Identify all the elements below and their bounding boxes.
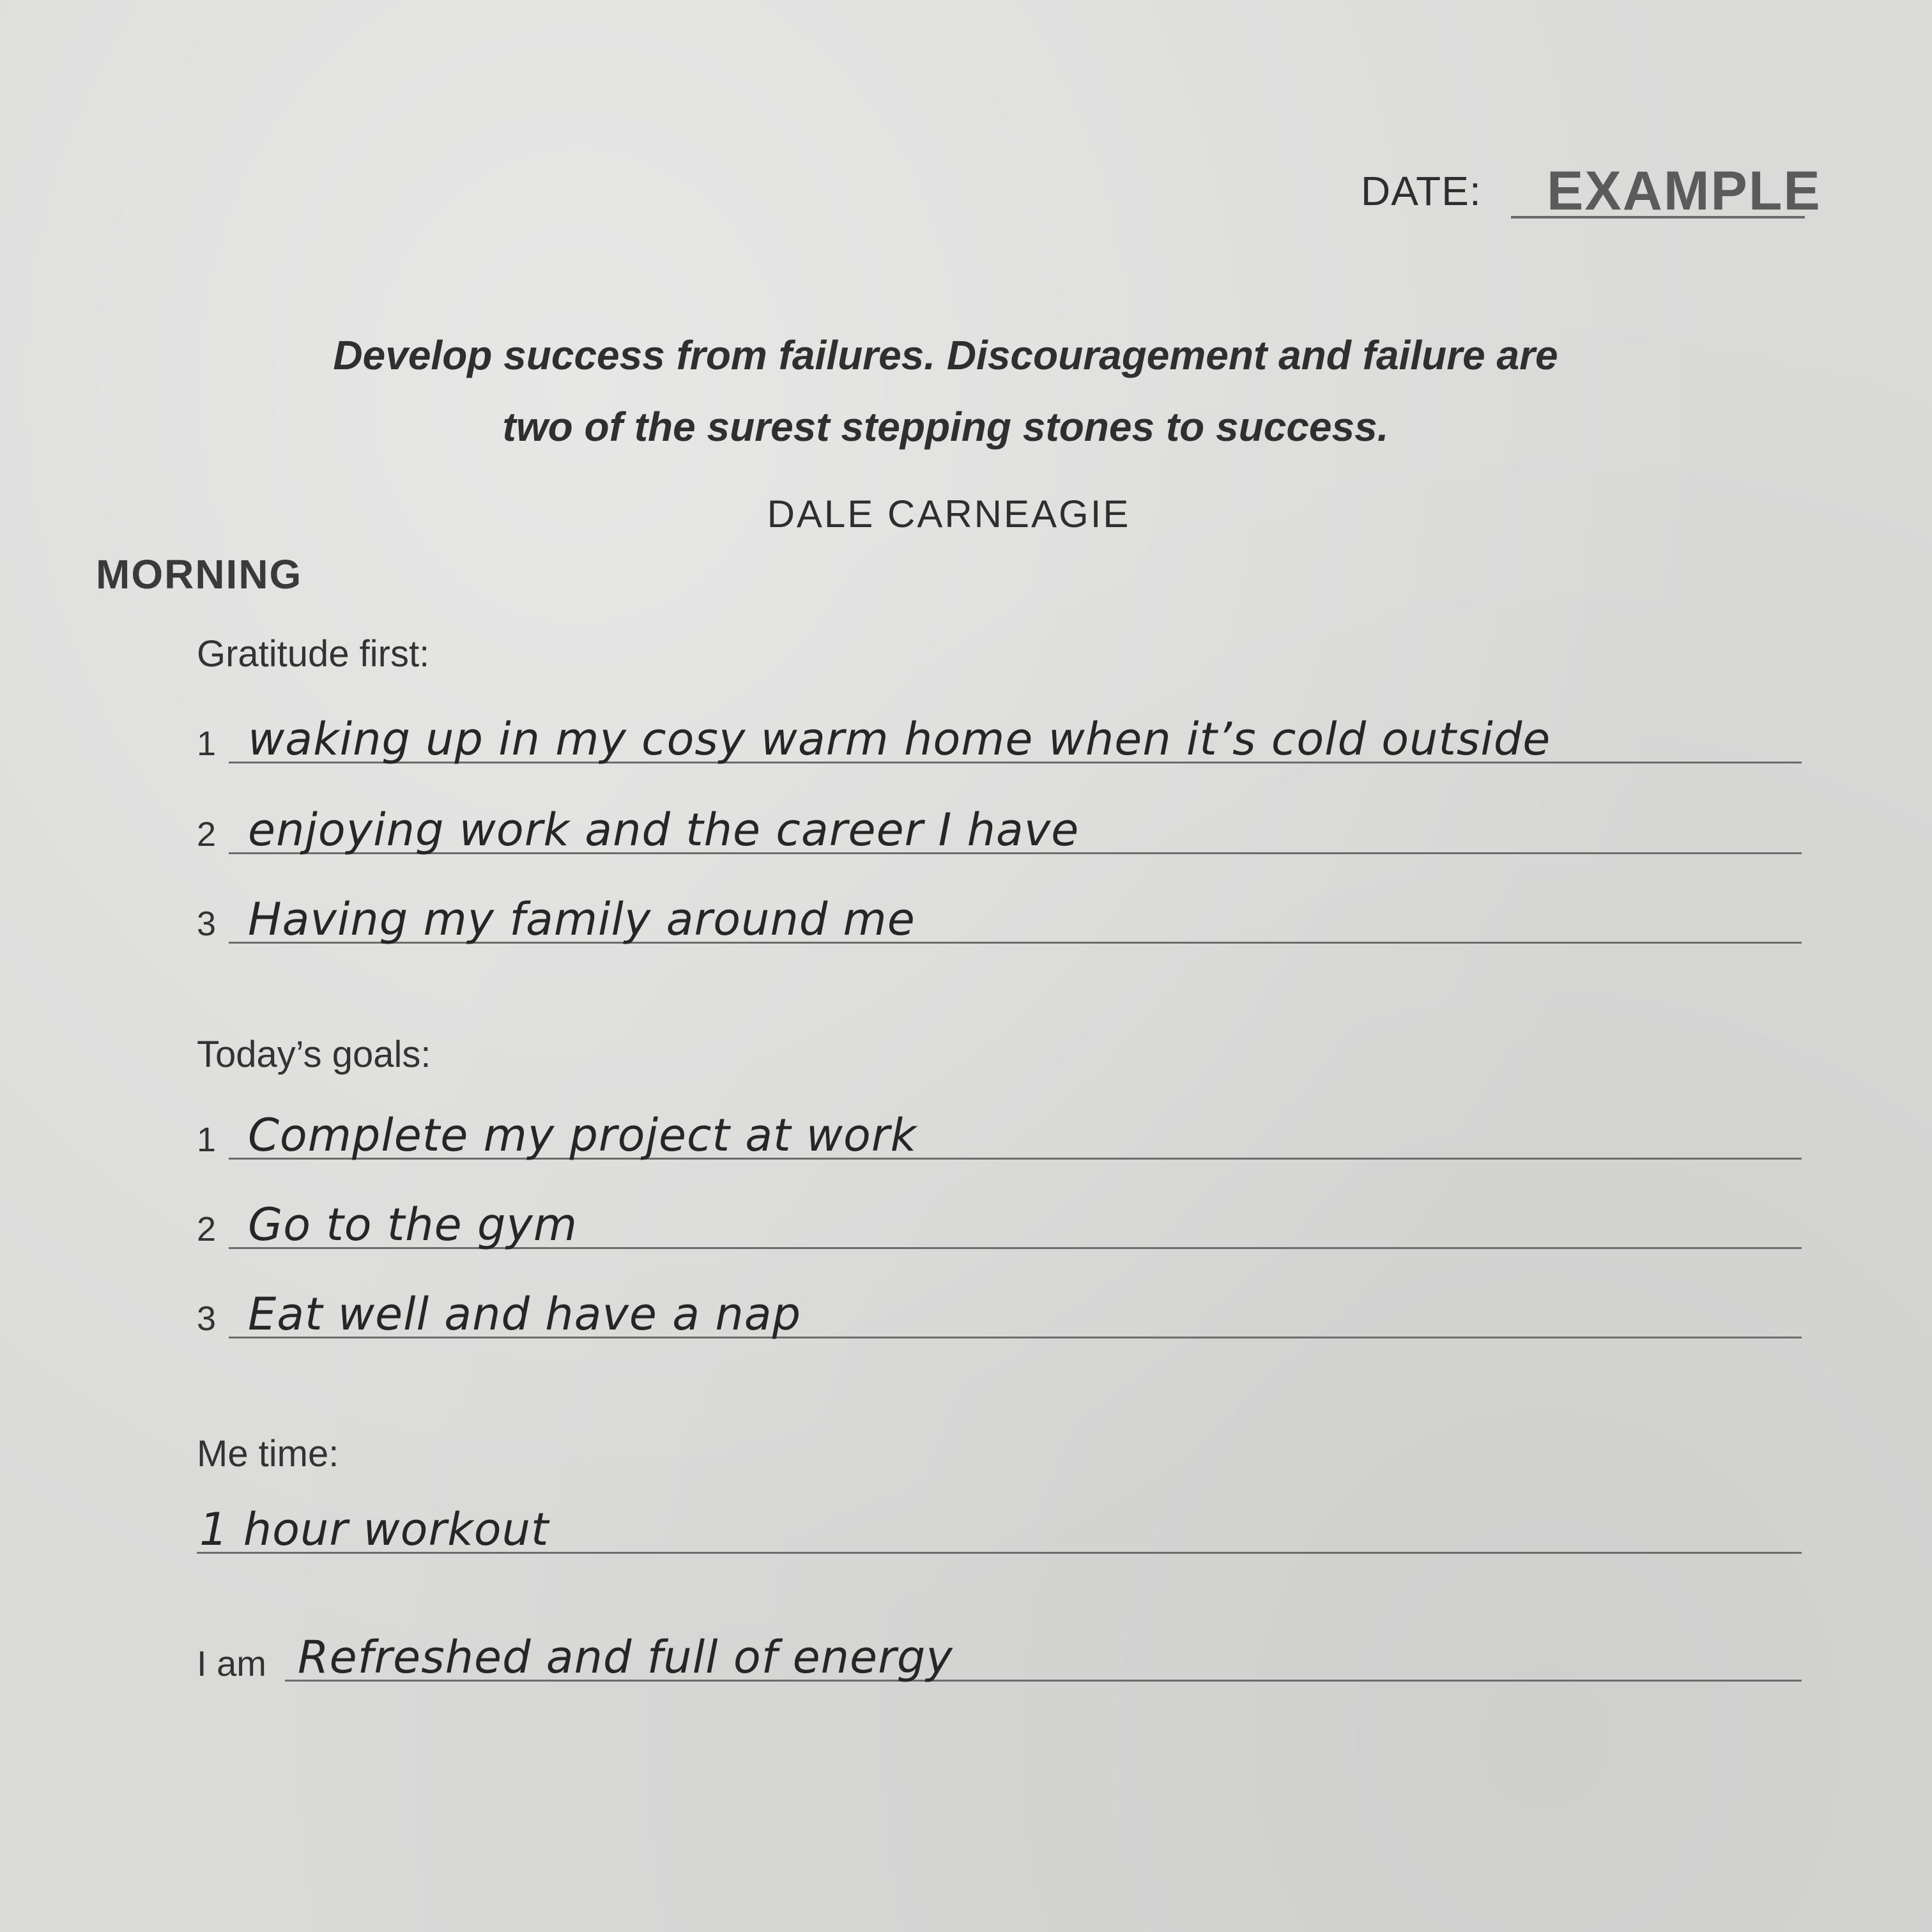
me-time-label: Me time: [197,1433,339,1475]
gratitude-item-number: 1 [197,724,217,763]
i-am-row [197,1618,1802,1682]
date-label: DATE: [1361,168,1482,214]
gratitude-item-text: enjoying work and the career I have [248,804,1080,856]
goal-item-number: 2 [197,1210,217,1248]
writing-line [229,1094,1802,1160]
gratitude-item-text: Having my family around me [248,893,916,946]
writing-line [229,1273,1802,1338]
i-am-text: Refreshed and full of energy [298,1631,953,1683]
goal-item-2 [197,1185,1802,1249]
writing-line [285,1616,1802,1682]
gratitude-item-3 [197,880,1802,944]
goal-item-1 [197,1096,1802,1160]
i-am-prefix: I am [197,1643,266,1683]
quote [243,319,1648,463]
goal-item-text: Eat well and have a nap [248,1288,802,1340]
date-value: EXAMPLE [1547,160,1821,222]
section-heading-morning: MORNING [96,551,303,597]
quote-line-1: Develop success from failures. Discouragement and failure are [333,332,1558,378]
date-field [1511,158,1821,222]
writing-line [229,1183,1802,1249]
goal-item-text: Go to the gym [248,1199,578,1251]
gratitude-label: Gratitude first: [197,633,430,675]
goal-item-text: Complete my project at work [248,1109,917,1162]
me-time-row [197,1490,1802,1554]
goal-item-number: 1 [197,1121,217,1159]
quote-line-2: two of the surest stepping stones to success. [502,404,1389,450]
writing-line [229,788,1802,854]
goals-label: Today’s goals: [197,1034,431,1075]
gratitude-item-1 [197,700,1802,763]
writing-line [229,698,1802,763]
writing-line [229,878,1802,944]
gratitude-item-number: 3 [197,905,217,943]
gratitude-item-2 [197,790,1802,854]
goal-item-number: 3 [197,1300,217,1338]
quote-author: DALE CARNEAGIE [767,493,1131,535]
me-time-text: 1 hour workout [199,1503,549,1556]
gratitude-item-number: 2 [197,815,217,854]
writing-line [197,1488,1802,1554]
gratitude-item-text: waking up in my cosy warm home when it’s cold outside [248,713,1551,765]
goal-item-3 [197,1275,1802,1338]
